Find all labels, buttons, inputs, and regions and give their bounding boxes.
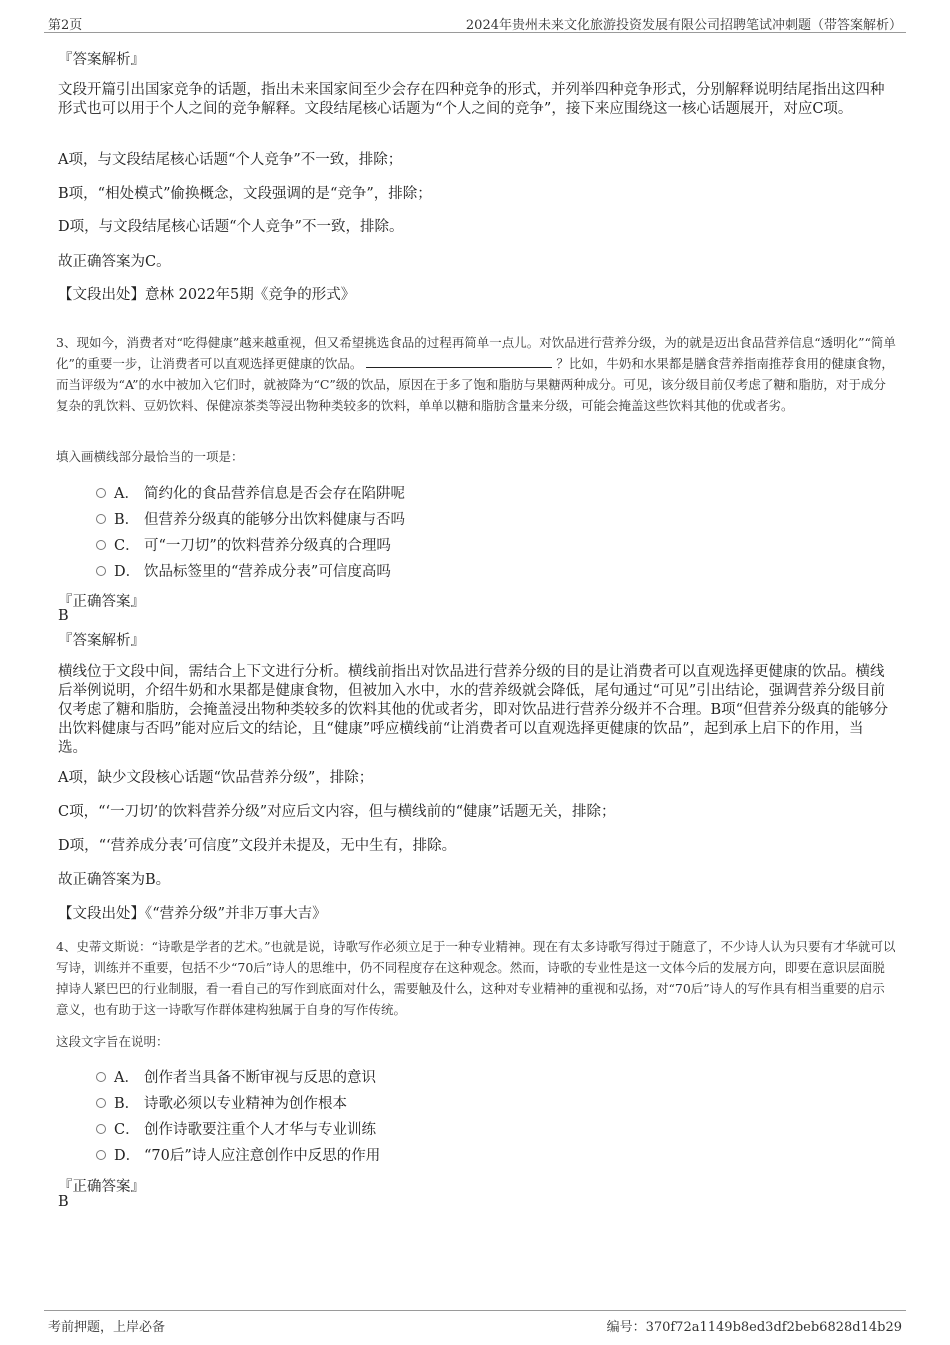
q4-option-a[interactable]: A． 创作者当具备不断审视与反思的意识 xyxy=(96,1068,376,1088)
q3-stem xyxy=(56,332,896,416)
radio-icon[interactable] xyxy=(96,1150,106,1160)
analysis-label: 『答案解析』 xyxy=(58,52,145,68)
page-number: 第2页 xyxy=(48,18,83,33)
q2-source: 【文段出处】意林 2022年5期《竞争的形式》 xyxy=(58,287,356,303)
page-footer xyxy=(44,1310,906,1335)
q4-stem: 4、史蒂文斯说：“诗歌是学者的艺术。”也就是说，诗歌写作必须立足于一种专业精神。现在有太多诗歌写得过于随意了，不少诗人认为只要有才华就可以写诗，训练并不重要，包括不少“70后”诗人的思维中，仍不同程度存在这种观念。然而，诗歌的专业性是这一文体今后的发展方向，即要在意识层面脱掉诗人紧巴巴的行业制服，看一看自己的写作到底面对什么，需要触及什么，这种对专业精神的重视和弘扬，对“70后”诗人的写作具有相当重要的启示意义，也有助于这一诗歌写作群体建构独属于自身的写作传统。 xyxy=(56,939,896,1017)
page-header xyxy=(44,12,906,33)
radio-icon[interactable] xyxy=(96,1072,106,1082)
document-title: 2024年贵州未来文化旅游投资发展有限公司招聘笔试冲刺题（带答案解析） xyxy=(465,18,902,33)
radio-icon[interactable] xyxy=(96,540,106,550)
q3-option-a-note: A项，缺少文段核心话题“饮品营养分级”，排除； xyxy=(58,770,374,786)
radio-icon[interactable] xyxy=(96,488,106,498)
q3-option-c[interactable]: C． 可“一刀切”的饮料营养分级真的合理吗 xyxy=(96,536,391,556)
q4-option-c[interactable]: C． 创作诗歌要注重个人才华与专业训练 xyxy=(96,1120,376,1140)
q4-option-d[interactable]: D． “70后”诗人应注意创作中反思的作用 xyxy=(96,1146,380,1166)
q2-option-d-note: D项，与文段结尾核心话题“个人竞争”不一致，排除。 xyxy=(58,219,404,235)
radio-icon[interactable] xyxy=(96,1124,106,1134)
radio-icon[interactable] xyxy=(96,1098,106,1108)
document-id: 编号：370f72a1149b8ed3df2beb6828d14b29 xyxy=(606,1320,902,1335)
radio-icon[interactable] xyxy=(96,514,106,524)
q2-conclusion: 故正确答案为C。 xyxy=(58,254,171,270)
q3-option-c-note: C项，“‘一刀切’的饮料营养分级”对应后文内容，但与横线前的“健康”话题无关，排除； xyxy=(58,804,616,820)
q3-answer: B xyxy=(58,608,69,624)
answer-label: 『正确答案』 xyxy=(58,1179,145,1195)
q3-option-b[interactable]: B． 但营养分级真的能够分出饮料健康与否吗 xyxy=(96,510,405,530)
q3-conclusion: 故正确答案为B。 xyxy=(58,872,171,888)
q4-prompt: 这段文字旨在说明： xyxy=(56,1034,169,1049)
q2-analysis: 文段开篇引出国家竞争的话题，指出未来国家间至少会存在四种竞争的形式，并列举四种竞争形式，分别解释说明结尾指出这四种形式也可以用于个人之间的竞争解释。文段结尾核心话题为“个人之间的竞争”，接下来应围绕这一核心话题展开，对应C项。 xyxy=(58,82,885,117)
q3-stem-part1: 3、现如今，消费者对“吃得健康”越来越重视，但又希望挑选食品的过程再简单一点儿。对饮品进行营养分级，为的就是迈出食品营养信息“透明化”“简单化”的重要一步，让消费者可以直观选择更健康的饮品。 xyxy=(56,335,896,371)
fill-blank xyxy=(366,355,552,368)
q3-prompt: 填入画横线部分最恰当的一项是： xyxy=(56,449,244,464)
q3-option-d-note: D项，“‘营养成分表’可信度”文段并未提及，无中生有，排除。 xyxy=(58,838,457,854)
radio-icon[interactable] xyxy=(96,566,106,576)
q3-analysis: 横线位于文段中间，需结合上下文进行分析。横线前指出对饮品进行营养分级的目的是让消费者可以直观选择更健康的饮品。横线后举例说明，介绍牛奶和水果都是健康食物，但被加入水中，水的营养级就会降低，尾句通过“可见”引出结论，强调营养分级目前仅考虑了糖和脂肪，会掩盖浸出物种类较多的饮料其他的优或者劣，即对饮品进行营养分级并不合理。B项“但营养分级真的能够分出饮料健康与否吗”能对应后文的结论，且“健康”呼应横线前“让消费者可以直观选择更健康的饮品”，起到承上启下的作用，当选。 xyxy=(58,664,889,756)
q3-option-a[interactable]: A． 简约化的食品营养信息是否会存在陷阱呢 xyxy=(96,484,405,504)
answer-label: 『正确答案』 xyxy=(58,594,145,610)
q3-source: 【文段出处】《“营养分级”并非万事大吉》 xyxy=(58,906,327,922)
q4-option-b[interactable]: B． 诗歌必须以专业精神为创作根本 xyxy=(96,1094,347,1114)
footer-slogan: 考前押题，上岸必备 xyxy=(48,1320,166,1335)
q3-stem-part2: ？比如，牛奶和水果都是膳食营养指南推荐食用的健康食物，而当评级为“A”的水中被加入它们时，就被降为“C”级的饮品，原因在于多了饱和脂肪与果糖两种成分。可见，该分级目前仅考虑了糖和脂肪，对于成分复杂的乳饮料、豆奶饮料、保健凉茶类等浸出物种类较多的饮料，单单以糖和脂肪含量来分级，可能会掩盖这些饮料其他的优或者劣。 xyxy=(56,356,894,413)
analysis-label: 『答案解析』 xyxy=(58,633,145,649)
q4-answer: B xyxy=(58,1194,69,1210)
q2-option-a-note: A项，与文段结尾核心话题“个人竞争”不一致，排除； xyxy=(58,152,403,168)
q2-option-b-note: B项，“相处模式”偷换概念，文段强调的是“竞争”，排除； xyxy=(58,186,432,202)
q3-option-d[interactable]: D． 饮品标签里的“营养成分表”可信度高吗 xyxy=(96,562,391,582)
